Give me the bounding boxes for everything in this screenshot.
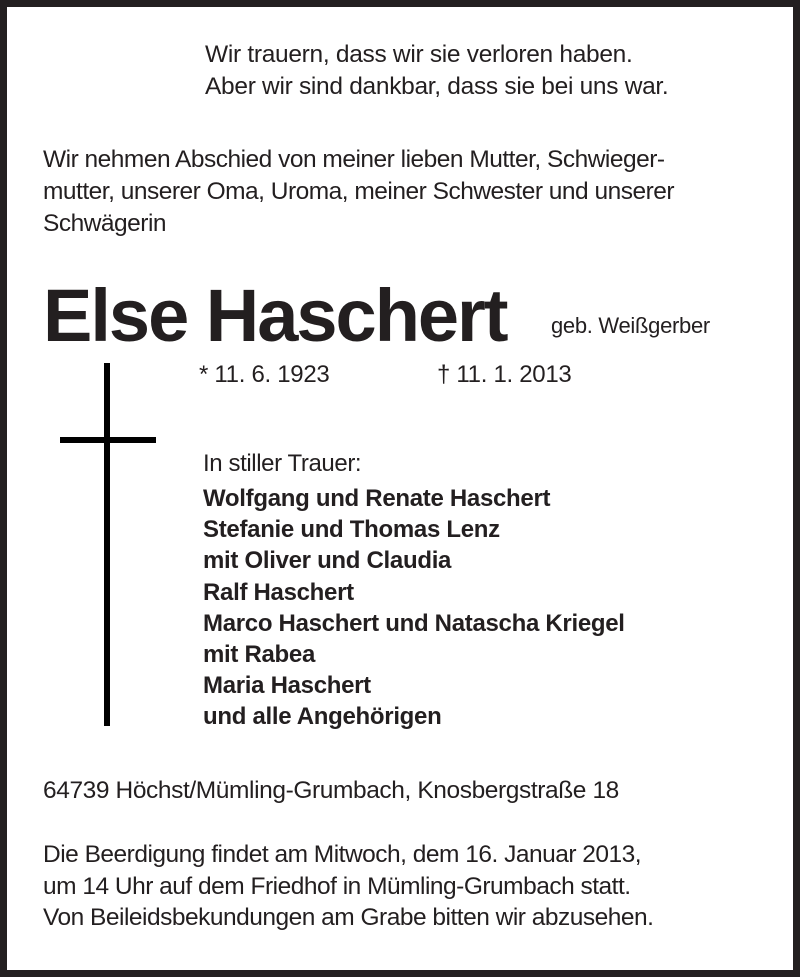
motto-line: Aber wir sind dankbar, dass sie bei uns war. [205, 73, 669, 100]
deceased-name: Else Haschert [43, 274, 507, 357]
death-date: † 11. 1. 2013 [437, 361, 572, 388]
maiden-name: geb. Weißgerber [551, 313, 710, 338]
mourners-list [203, 483, 625, 733]
birth-date: * 11. 6. 1923 [199, 361, 330, 388]
mourner-item: Maria Haschert [203, 672, 371, 700]
intro-line: Wir nehmen Abschied von meiner lieben Mutter, Schwieger- [43, 146, 665, 173]
mourner-item: Wolfgang und Renate Haschert [203, 485, 551, 512]
mourner-item: und alle Angehörigen [203, 703, 442, 731]
funeral-line: Von Beileidsbekundungen am Grabe bitten wir abzusehen. [43, 904, 654, 931]
funeral-line: Die Beerdigung findet am Mitwoch, dem 16. Januar 2013, [43, 841, 642, 868]
funeral-line: um 14 Uhr auf dem Friedhof in Mümling-Grumbach statt. [43, 872, 631, 900]
motto-verse [205, 39, 668, 103]
mourner-item: mit Rabea [203, 640, 316, 668]
obituary-notice [7, 7, 793, 970]
cross-icon-beam [60, 437, 156, 443]
motto-line: Wir trauern, dass wir sie verloren haben. [205, 41, 633, 68]
family-address: 64739 Höchst/Mümling-Grumbach, Knosbergstraße 18 [43, 777, 619, 804]
funeral-details [43, 839, 653, 934]
mourner-item: Stefanie und Thomas Lenz [203, 516, 500, 544]
cross-icon [104, 363, 110, 726]
intro-line: mutter, unserer Oma, Uroma, meiner Schwester und unserer [43, 178, 675, 205]
mourners-label: In stiller Trauer: [203, 450, 362, 477]
intro-line: Schwägerin [43, 210, 167, 237]
mourner-item: mit Oliver und Claudia [203, 547, 452, 575]
mourner-item: Marco Haschert und Natascha Kriegel [203, 609, 625, 637]
mourner-item: Ralf Haschert [203, 578, 354, 606]
farewell-intro [43, 144, 674, 240]
